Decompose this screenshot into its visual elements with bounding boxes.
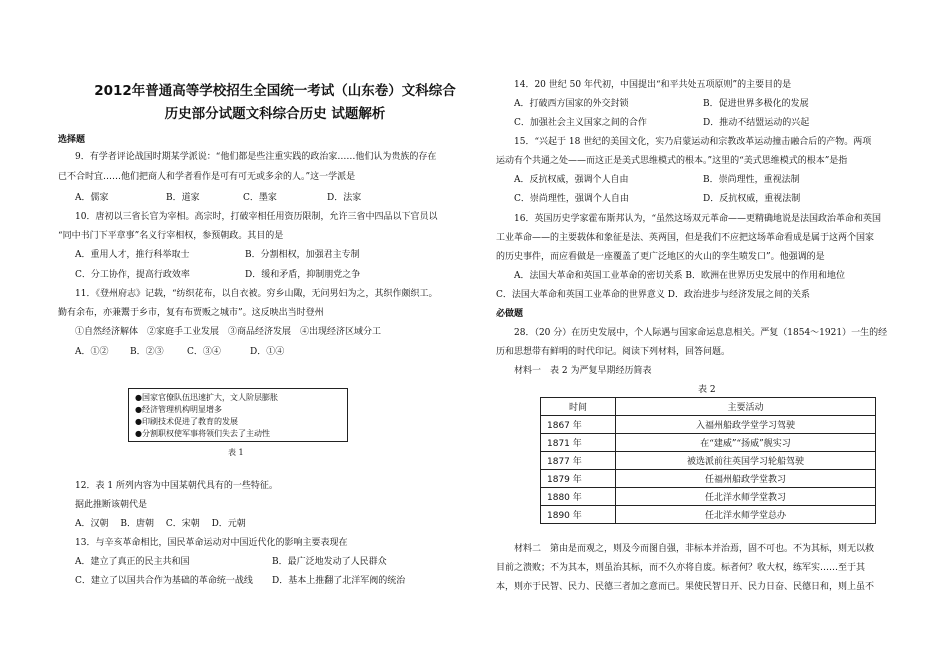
- table2-caption: 表 2: [698, 385, 716, 395]
- table1-box: [128, 388, 348, 442]
- q13-option-a: A．建立了真正的民主共和国: [75, 557, 190, 567]
- table2-header-row: [541, 398, 876, 416]
- table-row: [541, 470, 876, 488]
- q14-option-d: D．推动不结盟运动的兴起: [703, 118, 810, 128]
- q9-option-d: D．法家: [327, 193, 362, 203]
- table2-activity: 任北洋水师学堂教习: [616, 488, 876, 506]
- table2-activity: 在“建威”“扬威”舰实习: [616, 434, 876, 452]
- table2-year: 1867 年: [541, 416, 616, 434]
- q15-line2: 运动有个共通之处——而这正是美式思维模式的根本。”这里的“美式思维模式的根本”是指: [496, 156, 848, 166]
- q13-option-c: C．建立了以国共合作为基础的革命统一战线: [75, 576, 253, 586]
- table2-year: 1880 年: [541, 488, 616, 506]
- table-row: [541, 488, 876, 506]
- q13-option-b: B．最广泛地发动了人民群众: [272, 557, 387, 567]
- section-required: 必做题: [496, 309, 524, 319]
- q12-line1: 12．表 1 所列内容为中国某朝代具有的一些特征。: [75, 481, 278, 491]
- q16-line1: 16．英国历史学家霍布斯邦认为，“虽然这场双元革命——更精确地说是法国政治革命和英国: [514, 214, 882, 224]
- material2-line3: 本，则亦于民智、民力、民德三者加之意而已。果使民智日开、民力日奋、民德日和，则上虽不: [496, 582, 875, 592]
- q12-line2: 据此推断该朝代是: [75, 500, 148, 510]
- table2-activity: 任北洋水师学堂总办: [616, 506, 876, 524]
- q11-line1: 11．《登州府志》记载，“纺织花布，以自衣被。穷乡山陬，无问男妇为之，其织作颇织工。: [75, 289, 438, 299]
- q9-option-a: A．儒家: [75, 193, 109, 203]
- q15-option-a: A．反抗权威，强调个人自由: [514, 175, 629, 185]
- table2-activity: 任福州船政学堂教习: [616, 470, 876, 488]
- q14-line1: 14．20 世纪 50 年代初，中国提出“和平共处五项原则”的主要目的是: [514, 80, 792, 90]
- q11-option-d: D．①④: [250, 347, 285, 357]
- table2-header-time: 时间: [541, 398, 616, 416]
- table1-item: ●国家官僚队伍迅速扩大，文人阶层膨胀: [135, 393, 278, 402]
- q15-option-b: B．崇尚理性，重视法制: [703, 175, 800, 185]
- q10-option-a: A．重用人才，推行科举取士: [75, 250, 190, 260]
- table-row: [541, 416, 876, 434]
- q28-line2: 历和思想带有鲜明的时代印记。阅读下列材料，回答问题。: [496, 347, 731, 357]
- table2-year: 1877 年: [541, 452, 616, 470]
- table2-activity: 入福州船政学堂学习驾驶: [616, 416, 876, 434]
- q10-option-c: C．分工协作，提高行政效率: [75, 270, 190, 280]
- section-choice: 选择题: [58, 135, 86, 145]
- page-title-line1: 2012年普通高等学校招生全国统一考试（山东卷）文科综合: [94, 83, 456, 99]
- table2-header-activity: 主要活动: [616, 398, 876, 416]
- table2-year: 1871 年: [541, 434, 616, 452]
- q11-line2: 勤有余布，亦兼鬻于乡市，复有布贾贩之城市”。这反映出当时登州: [58, 308, 324, 318]
- q11-option-c: C．③④: [187, 347, 221, 357]
- q11-option-b: B．②③: [130, 347, 164, 357]
- q15-option-d: D．反抗权威，重视法制: [703, 194, 801, 204]
- q13-line1: 13．与辛亥革命相比，国民革命运动对中国近代化的影响主要表现在: [75, 538, 348, 548]
- material2-line2: 目前之溃败；不为其本，则虽治其标，而不久亦将自废。标者何？收大权，练军实……至于其: [496, 563, 866, 573]
- q16-option-cd: C．法国大革命和英国工业革命的世界意义 D．政治进步与经济发展之间的关系: [496, 290, 810, 300]
- table2: [540, 397, 876, 524]
- q11-items: ①自然经济解体 ②家庭手工业发展 ③商品经济发展 ④出现经济区域分工: [75, 327, 382, 337]
- q13-option-d: D．基本上推翻了北洋军阀的统治: [272, 576, 406, 586]
- table2-year: 1890 年: [541, 506, 616, 524]
- q10-line2: “同中书门下平章事”名义行宰相权，参预朝政。其目的是: [58, 231, 284, 241]
- q16-line2: 工业革命——的主要载体和象征是法、英两国，但是我们不应把这场革命看成是属于这两个国家: [496, 233, 875, 243]
- q9-option-b: B．道家: [166, 193, 200, 203]
- q9-line1: 9．有学者评论战国时期某学派说：“他们都是些注重实践的政治家……他们认为贵族的存在: [75, 152, 437, 162]
- q9-option-c: C．墨家: [243, 193, 277, 203]
- material1-label: 材料一 表 2 为严复早期经历简表: [514, 366, 652, 376]
- page-title-line2: 历史部分试题文科综合历史 试题解析: [164, 106, 386, 122]
- q10-option-b: B．分割相权，加强君主专制: [245, 250, 360, 260]
- table-row: [541, 434, 876, 452]
- table1-caption: 表 1: [228, 448, 244, 457]
- table2-year: 1879 年: [541, 470, 616, 488]
- table-row: [541, 452, 876, 470]
- q15-line1: 15．“兴起于 18 世纪的美国文化，实乃启蒙运动和宗教改革运动撞击融合后的产物。两项: [514, 137, 872, 147]
- table1-item: ●分割职权使军事将领们失去了主动性: [135, 429, 270, 438]
- q16-line3: 的历史事件，而应看做是一座覆盖了更广泛地区的火山的孪生喷发口”。他强调的是: [496, 252, 825, 262]
- table-row: [541, 506, 876, 524]
- table1-item: ●经济管理机构明显增多: [135, 405, 222, 414]
- q15-option-c: C．崇尚理性，强调个人自由: [514, 194, 629, 204]
- q14-option-a: A．打破西方国家的外交封锁: [514, 99, 629, 109]
- q9-line2: 已不合时宜……他们把商人和学者看作是可有可无或多余的人。”这一学派是: [58, 172, 356, 182]
- table2-activity: 被选派前往英国学习轮船驾驶: [616, 452, 876, 470]
- q11-option-a: A．①②: [75, 347, 109, 357]
- q28-line1: 28．（20 分）在历史发展中，个人际遇与国家命运息息相关。严复（1854～1921）一生的经: [514, 328, 888, 338]
- q16-option-ab: A．法国大革命和英国工业革命的密切关系 B．欧洲在世界历史发展中的作用和地位: [514, 271, 845, 281]
- q14-option-b: B．促进世界多极化的发展: [703, 99, 809, 109]
- material2-line1: 材料二 第由是而观之，则及今而图自强，非标本并治焉，固不可也。不为其标，则无以救: [514, 544, 875, 554]
- q10-option-d: D．缓和矛盾，抑制朋党之争: [245, 270, 361, 280]
- table1-item: ●印刷技术促进了教育的发展: [135, 417, 238, 426]
- q10-line1: 10．唐初以三省长官为宰相。高宗时，打破宰相任用资历限制，允许三省中四品以下官员以: [75, 212, 438, 222]
- q14-option-c: C．加强社会主义国家之间的合作: [514, 118, 647, 128]
- q12-options: A．汉朝 B．唐朝 C．宋朝 D．元朝: [75, 519, 246, 529]
